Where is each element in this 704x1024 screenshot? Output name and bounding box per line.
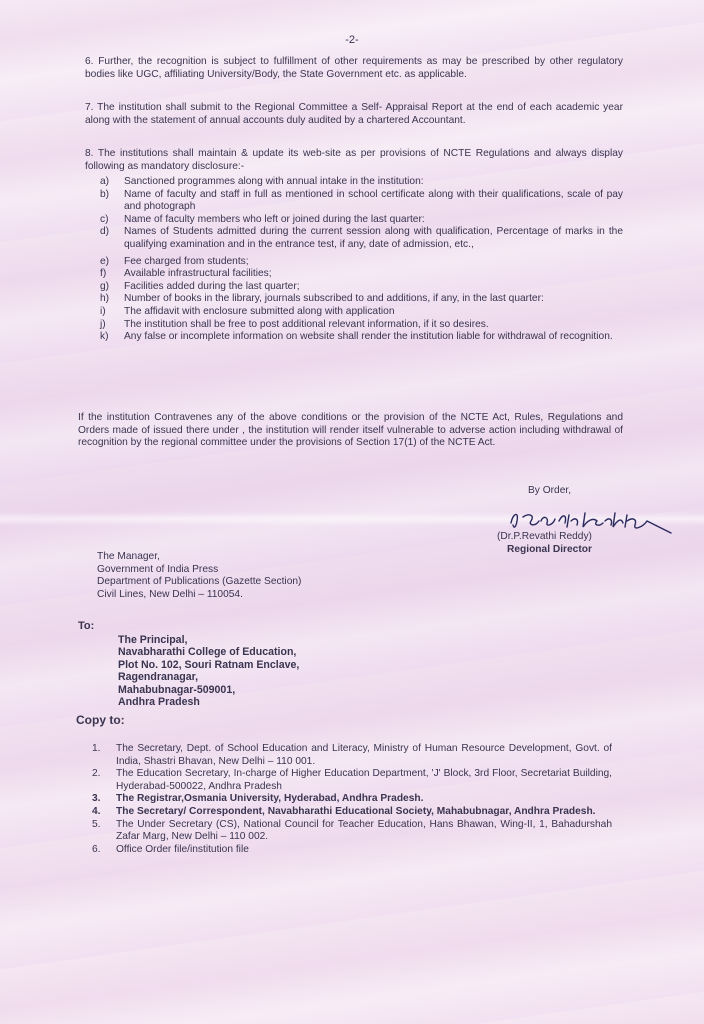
copy-to-list (92, 743, 612, 856)
list-text: The Secretary/ Correspondent, Navabharathi Educational Society, Mahabubnagar, Andhra Pradesh. (116, 805, 596, 817)
list-item (100, 256, 623, 269)
condition-8: 8. The institutions shall maintain & update its web-site as per provisions of NCTE Regulations and always display following as mandatory disclosure:- (85, 148, 623, 172)
list-text: Any false or incomplete information on website shall render the institution liable for withdrawal of recognition. (124, 331, 613, 343)
list-item (100, 306, 623, 319)
to-label: To: (78, 620, 95, 632)
address-line: Civil Lines, New Delhi – 110054. (97, 588, 243, 600)
address-line: Mahabubnagar-509001, (118, 683, 236, 696)
address-line: Government of India Press (97, 563, 219, 575)
list-text: Office Order file/institution file (116, 843, 249, 855)
list-text: Available infrastructural facilities; (124, 268, 272, 280)
list-marker: a) (100, 176, 110, 187)
list-marker: d) (100, 226, 110, 238)
list-text: Facilities added during the last quarter; (124, 280, 300, 292)
condition-6: 6. Further, the recognition is subject to fulfillment of other requirements as may be prescribed by other regulatory bodies like UGC, affiliating University/Body, the State Government etc. as applicable. (85, 56, 623, 80)
list-item (100, 331, 623, 344)
page-number: -2- (345, 34, 359, 46)
list-item (100, 293, 623, 306)
list-text: The Under Secretary (CS), National Council for Teacher Education, Hans Bhawan, Wing-II, 1, Bahadurshah Zafar Marg, New Delhi – 110 002. (116, 818, 612, 843)
list-item (92, 819, 612, 844)
list-item (92, 793, 612, 806)
list-text: The Secretary, Dept. of School Education and Literacy, Ministry of Human Resource Development, Govt. of India, Shastri Bhavan, New Delhi – 110 001. (116, 743, 612, 767)
list-text: Name of faculty and staff in full as mentioned in school certificate along with their qualifications, scale of pay and photograph (124, 188, 623, 213)
address-line: Andhra Pradesh (118, 696, 200, 709)
list-item (100, 214, 623, 227)
signatory-title: Regional Director (507, 544, 592, 555)
list-text: The institution shall be free to post additional relevant information, if it so desires. (124, 318, 489, 330)
list-text: The Registrar,Osmania University, Hyderabad, Andhra Pradesh. (116, 793, 424, 805)
list-marker: g) (100, 280, 110, 292)
list-marker: e) (100, 255, 110, 267)
list-marker: 1. (92, 743, 101, 754)
list-text: Names of Students admitted during the current session along with qualification, Percentage of marks in the qualifying examination and in the entrance test, if any, date of admission, etc., (124, 226, 623, 250)
address-line: The Manager, (97, 551, 160, 562)
list-marker: b) (100, 188, 110, 200)
address-line: Ragendranagar, (118, 671, 199, 684)
list-text: Name of faculty members who left or joined during the last quarter: (124, 213, 425, 225)
list-item (100, 189, 623, 214)
list-item (100, 176, 623, 189)
list-text: Sanctioned programmes along with annual intake in the institution: (124, 176, 424, 187)
list-item (100, 319, 623, 332)
list-marker: k) (100, 331, 109, 343)
to-address (118, 634, 299, 708)
list-item (92, 844, 612, 857)
list-marker: f) (100, 268, 107, 280)
list-text: Number of books in the library, journals subscribed to and additions, if any, in the last quarter: (124, 293, 544, 305)
list-item (92, 768, 612, 793)
list-item (100, 281, 623, 294)
list-text: The affidavit with enclosure submitted along with application (124, 305, 395, 317)
list-item (100, 226, 623, 251)
list-marker: i) (100, 305, 106, 317)
contravene-paragraph: If the institution Contravenes any of the above conditions or the provision of the NCTE Act, Rules, Regulations and Orders made of issued there under , the institution will render itself vulnerable to adverse action including withdrawal of recognition by the regional committee under the provisions of Section 17(1) of the NCTE Act. (78, 412, 623, 449)
list-item (92, 743, 612, 768)
list-text: Fee charged from students; (124, 255, 249, 267)
list-text: The Education Secretary, In-charge of Higher Education Department, 'J' Block, 3rd Floor, Secretariat Building, Hyderabad-500022, Andhra Pradesh (116, 768, 612, 792)
address-line: Department of Publications (Gazette Section) (97, 576, 302, 588)
list-marker: h) (100, 293, 110, 305)
by-order-label: By Order, (528, 485, 572, 496)
list-marker: 3. (92, 793, 101, 805)
manager-address (97, 551, 301, 601)
address-line: Plot No. 102, Souri Ratnam Enclave, (118, 658, 300, 671)
list-marker: 6. (92, 843, 101, 855)
condition-7: 7. The institution shall submit to the Regional Committee a Self- Appraisal Report at the end of each academic year along with the statement of annual accounts duly audited by a chartered Accountant. (85, 102, 623, 126)
copy-to-label: Copy to: (76, 713, 125, 727)
disclosure-list (100, 176, 623, 344)
list-item (100, 268, 623, 281)
list-marker: 2. (92, 768, 101, 780)
address-line: Navabharathi College of Education, (118, 646, 297, 659)
list-item (92, 806, 612, 819)
list-marker: c) (100, 213, 109, 225)
list-marker: 5. (92, 818, 101, 830)
list-marker: 4. (92, 805, 101, 817)
list-marker: j) (100, 318, 106, 330)
address-line: The Principal, (118, 634, 188, 646)
signatory-name: (Dr.P.Revathi Reddy) (497, 531, 592, 542)
